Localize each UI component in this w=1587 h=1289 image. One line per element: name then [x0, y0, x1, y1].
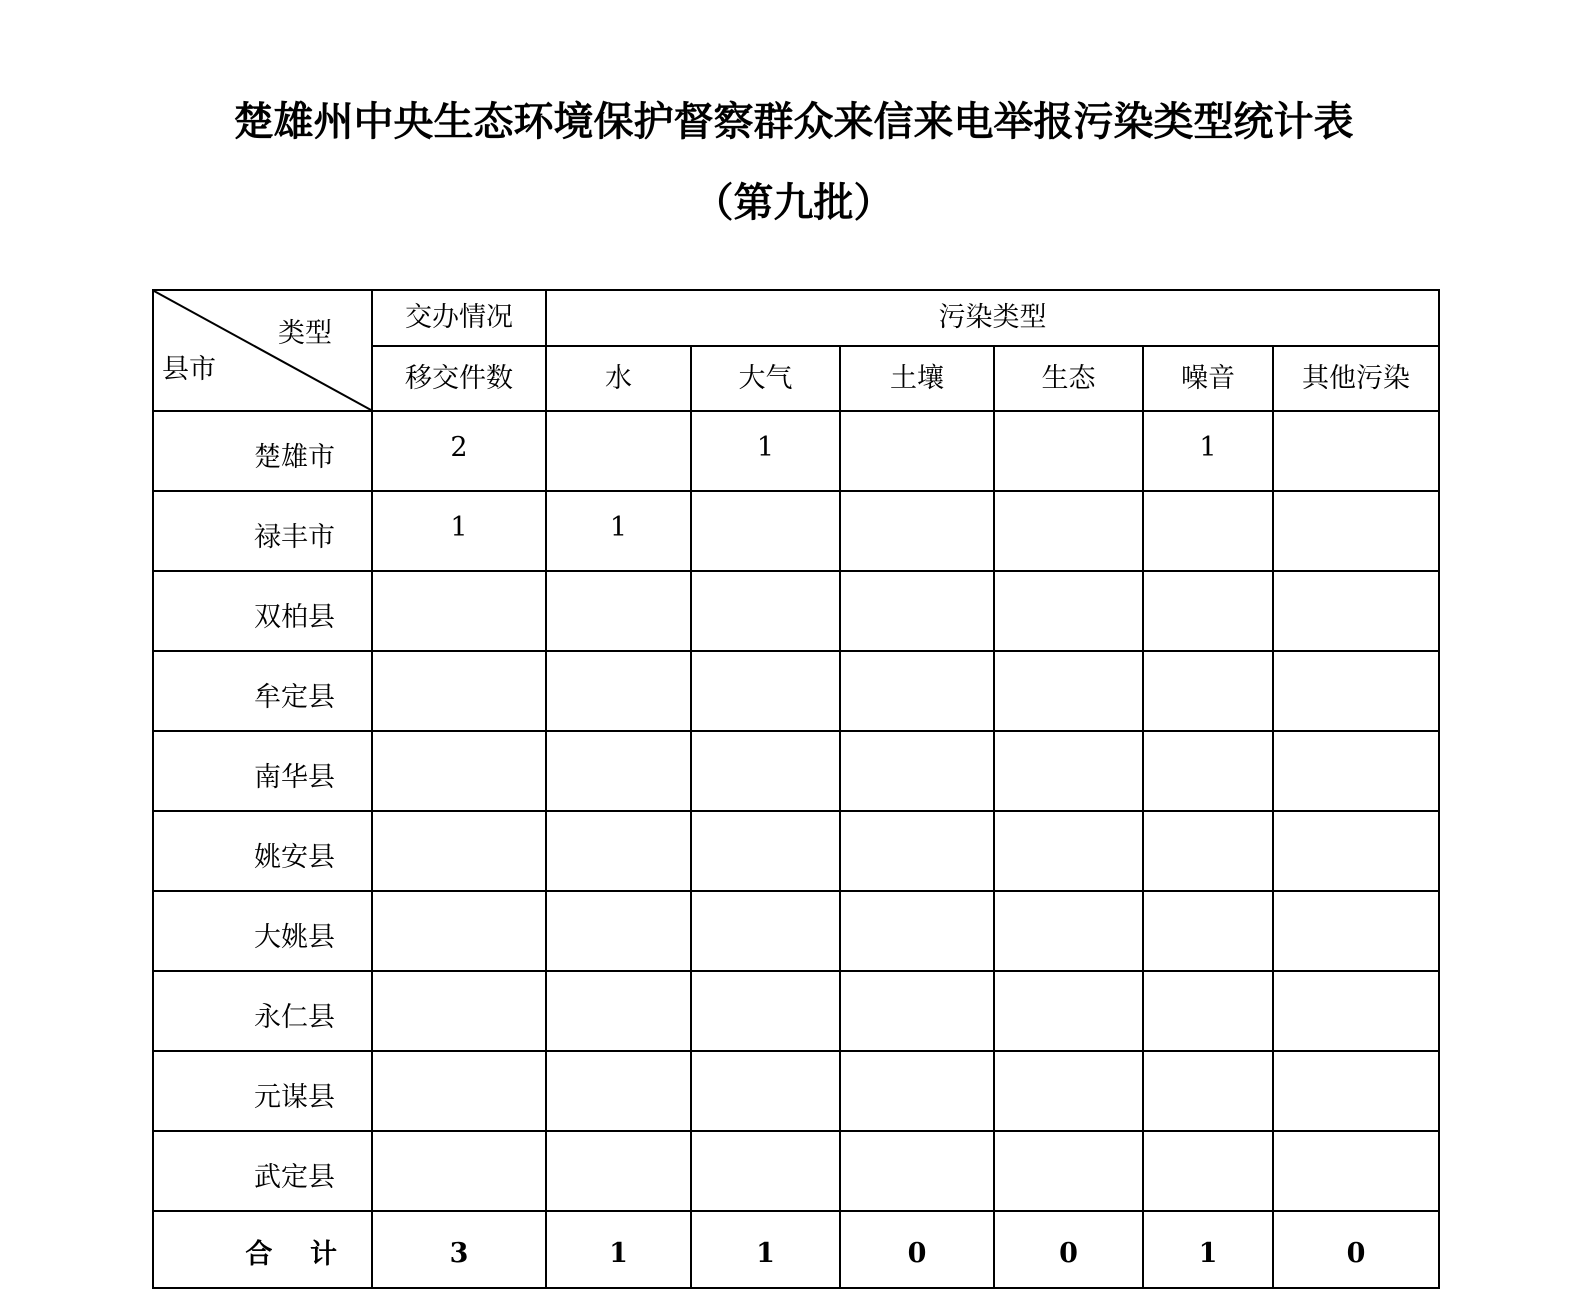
table-row	[153, 891, 1439, 971]
cell-value	[1273, 571, 1439, 651]
header-assigned: 交办情况	[372, 290, 546, 346]
cell-value	[994, 731, 1143, 811]
cell-value	[840, 491, 994, 571]
total-label: 合 计	[245, 1238, 337, 1270]
county-name: 元谋县	[153, 1051, 372, 1131]
cell-value	[372, 731, 546, 811]
cell-value	[691, 1131, 840, 1211]
cell-value	[840, 811, 994, 891]
cell-value	[1273, 1051, 1439, 1131]
county-name: 双柏县	[153, 571, 372, 651]
cell-value	[372, 891, 546, 971]
cell-value	[1143, 1051, 1273, 1131]
cell-value	[994, 811, 1143, 891]
cell-value	[840, 1051, 994, 1131]
table-row	[153, 1131, 1439, 1211]
cell-value	[691, 1051, 840, 1131]
cell-value	[994, 491, 1143, 571]
county-name: 牟定县	[153, 651, 372, 731]
total-value: 0	[840, 1211, 994, 1288]
cell-value	[994, 971, 1143, 1051]
cell-value	[994, 1051, 1143, 1131]
table-row	[153, 571, 1439, 651]
column-header-ecology: 生态	[994, 346, 1143, 411]
cell-value	[840, 731, 994, 811]
cell-value	[1143, 1131, 1273, 1211]
cell-value: 1	[372, 491, 546, 571]
cell-value	[546, 1051, 691, 1131]
table-row	[153, 411, 1439, 491]
cell-value	[1273, 891, 1439, 971]
total-value: 3	[372, 1211, 546, 1288]
corner-label-type: 类型	[278, 318, 332, 349]
cell-value	[546, 971, 691, 1051]
cell-value	[1143, 651, 1273, 731]
cell-value	[840, 971, 994, 1051]
header-pollution-type: 污染类型	[546, 290, 1439, 346]
cell-value	[840, 651, 994, 731]
cell-value	[372, 811, 546, 891]
cell-value	[546, 571, 691, 651]
cell-value	[840, 1131, 994, 1211]
total-value: 1	[1143, 1211, 1273, 1288]
cell-value	[840, 411, 994, 491]
cell-value	[691, 571, 840, 651]
county-name: 永仁县	[153, 971, 372, 1051]
cell-value	[994, 571, 1143, 651]
cell-value	[691, 731, 840, 811]
total-row	[153, 1211, 1439, 1288]
cell-value	[546, 1131, 691, 1211]
cell-value	[994, 891, 1143, 971]
cell-value	[1143, 571, 1273, 651]
cell-value	[994, 411, 1143, 491]
column-header-noise: 噪音	[1143, 346, 1273, 411]
page-title: 楚雄州中央生态环境保护督察群众来信来电举报污染类型统计表	[233, 98, 1354, 145]
cell-value	[372, 971, 546, 1051]
total-value: 0	[1273, 1211, 1439, 1288]
column-header-other: 其他污染	[1273, 346, 1439, 411]
column-header-soil: 土壤	[840, 346, 994, 411]
cell-value	[1273, 1131, 1439, 1211]
cell-value	[1273, 491, 1439, 571]
cell-value	[691, 651, 840, 731]
header-row-group	[153, 290, 1439, 346]
cell-value	[546, 891, 691, 971]
total-value: 0	[994, 1211, 1143, 1288]
cell-value	[1273, 411, 1439, 491]
page-subtitle: （第九批）	[693, 179, 894, 226]
cell-value	[840, 891, 994, 971]
cell-value	[372, 1051, 546, 1131]
cell-value	[691, 811, 840, 891]
diagonal-divider	[154, 291, 371, 410]
table-row	[153, 1051, 1439, 1131]
column-header-transfer-count: 移交件数	[372, 346, 546, 411]
table-row	[153, 491, 1439, 571]
county-name: 楚雄市	[153, 411, 372, 491]
cell-value	[994, 1131, 1143, 1211]
corner-header-cell	[153, 290, 372, 411]
cell-value	[1143, 811, 1273, 891]
county-name: 大姚县	[153, 891, 372, 971]
cell-value	[1273, 651, 1439, 731]
cell-value: 2	[372, 411, 546, 491]
pollution-statistics-table	[152, 289, 1440, 1289]
column-header-air: 大气	[691, 346, 840, 411]
cell-value: 1	[546, 491, 691, 571]
table-row	[153, 811, 1439, 891]
cell-value	[691, 891, 840, 971]
total-value: 1	[691, 1211, 840, 1288]
cell-value	[1143, 891, 1273, 971]
cell-value	[1143, 491, 1273, 571]
county-name: 武定县	[153, 1131, 372, 1211]
column-header-water: 水	[546, 346, 691, 411]
cell-value	[372, 1131, 546, 1211]
cell-value	[1273, 811, 1439, 891]
county-name: 禄丰市	[153, 491, 372, 571]
table-row	[153, 651, 1439, 731]
total-label-cell	[153, 1211, 372, 1288]
county-name: 南华县	[153, 731, 372, 811]
cell-value	[546, 731, 691, 811]
cell-value	[372, 651, 546, 731]
cell-value: 1	[691, 411, 840, 491]
total-value: 1	[546, 1211, 691, 1288]
cell-value	[1273, 731, 1439, 811]
cell-value	[546, 811, 691, 891]
cell-value	[840, 571, 994, 651]
table-row	[153, 971, 1439, 1051]
cell-value	[546, 651, 691, 731]
cell-value	[1143, 731, 1273, 811]
cell-value	[994, 651, 1143, 731]
table-row	[153, 731, 1439, 811]
cell-value	[691, 971, 840, 1051]
cell-value	[1143, 971, 1273, 1051]
cell-value	[1273, 971, 1439, 1051]
corner-label-county: 县市	[162, 354, 216, 385]
cell-value	[691, 491, 840, 571]
cell-value	[372, 571, 546, 651]
cell-value	[546, 411, 691, 491]
cell-value: 1	[1143, 411, 1273, 491]
county-name: 姚安县	[153, 811, 372, 891]
